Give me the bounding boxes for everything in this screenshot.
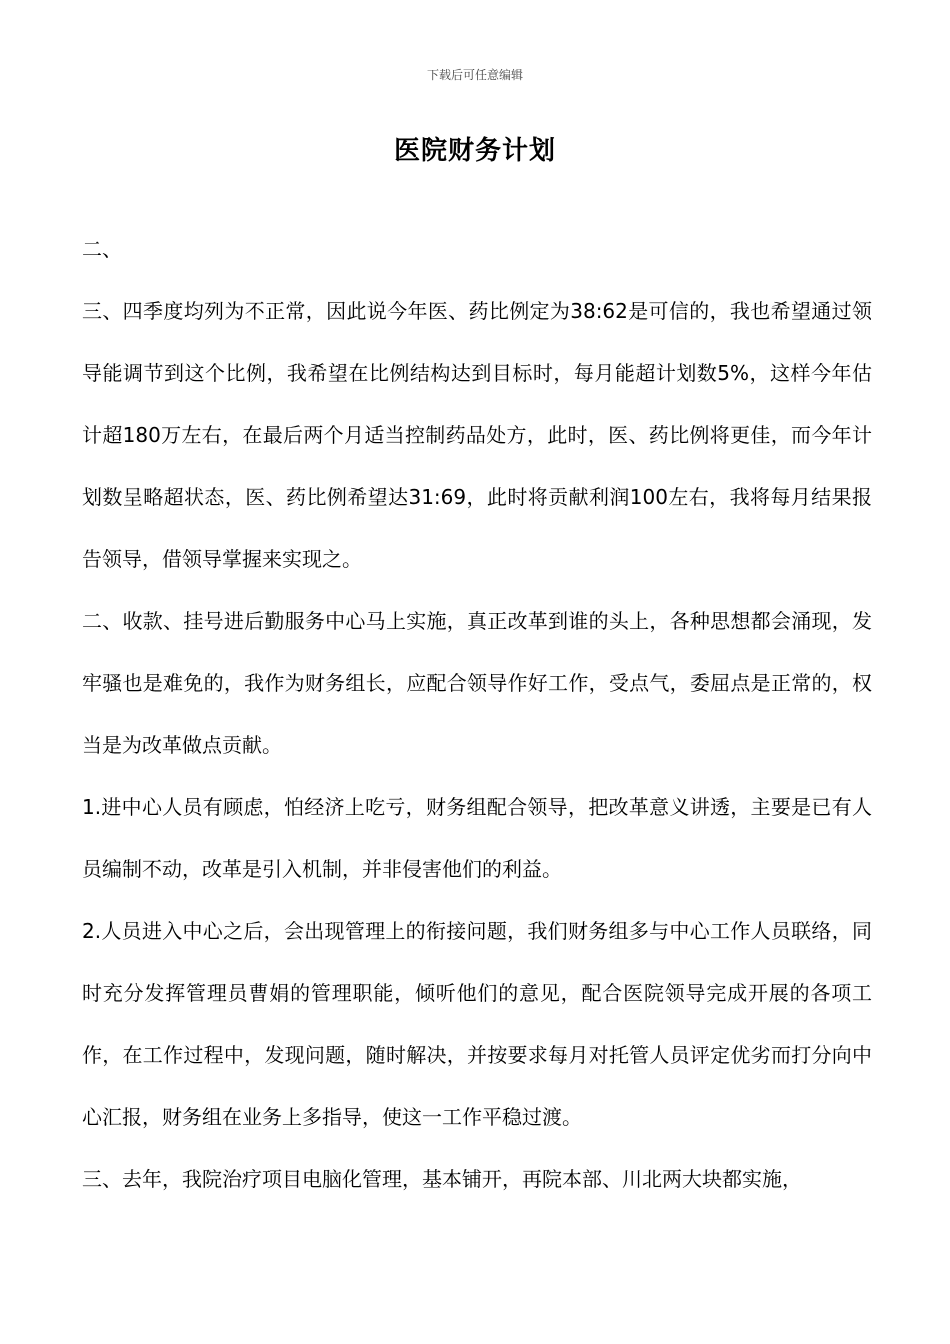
- paragraph-4: 1.进中心人员有顾虑，怕经济上吃亏，财务组配合领导，把改革意义讲透，主要是已有人员编制不动，改革是引入机制，并非侵害他们的利益。: [82, 795, 872, 881]
- paragraph-1: 二、: [82, 237, 122, 261]
- paragraph-6: 三、去年，我院治疗项目电脑化管理，基本铺开，再院本部、川北两大块都实施，: [82, 1167, 802, 1191]
- paragraph-5: 2.人员进入中心之后，会出现管理上的衔接问题，我们财务组多与中心工作人员联络，同时充分发挥管理员曹娟的管理职能，倾听他们的意见，配合医院领导完成开展的各项工作，在工作过程中，发现问题，随时解决，并按要求每月对托管人员评定优劣而打分向中心汇报，财务组在业务上多指导，使这一工作平稳过渡。: [82, 919, 872, 1129]
- paragraph-2: 三、四季度均列为不正常，因此说今年医、药比例定为38:62是可信的，我也希望通过领导能调节到这个比例，我希望在比例结构达到目标时，每月能超计划数5%，这样今年估计超180万左右，在最后两个月适当控制药品处方，此时，医、药比例将更佳，而今年计划数呈略超状态，医、药比例希望达31:69，此时将贡献利润100左右，我将每月结果报告领导，借领导掌握来实现之。: [82, 299, 872, 571]
- header-note: 下载后可任意编辑: [426, 68, 523, 82]
- paragraph-3: 二、收款、挂号进后勤服务中心马上实施，真正改革到谁的头上，各种思想都会涌现，发牢骚也是难免的，我作为财务组长，应配合领导作好工作，受点气，委屈点是正常的，权当是为改革做点贡献。: [82, 609, 872, 757]
- document-title: 医院财务计划: [393, 136, 556, 166]
- document-body: [82, 218, 872, 1210]
